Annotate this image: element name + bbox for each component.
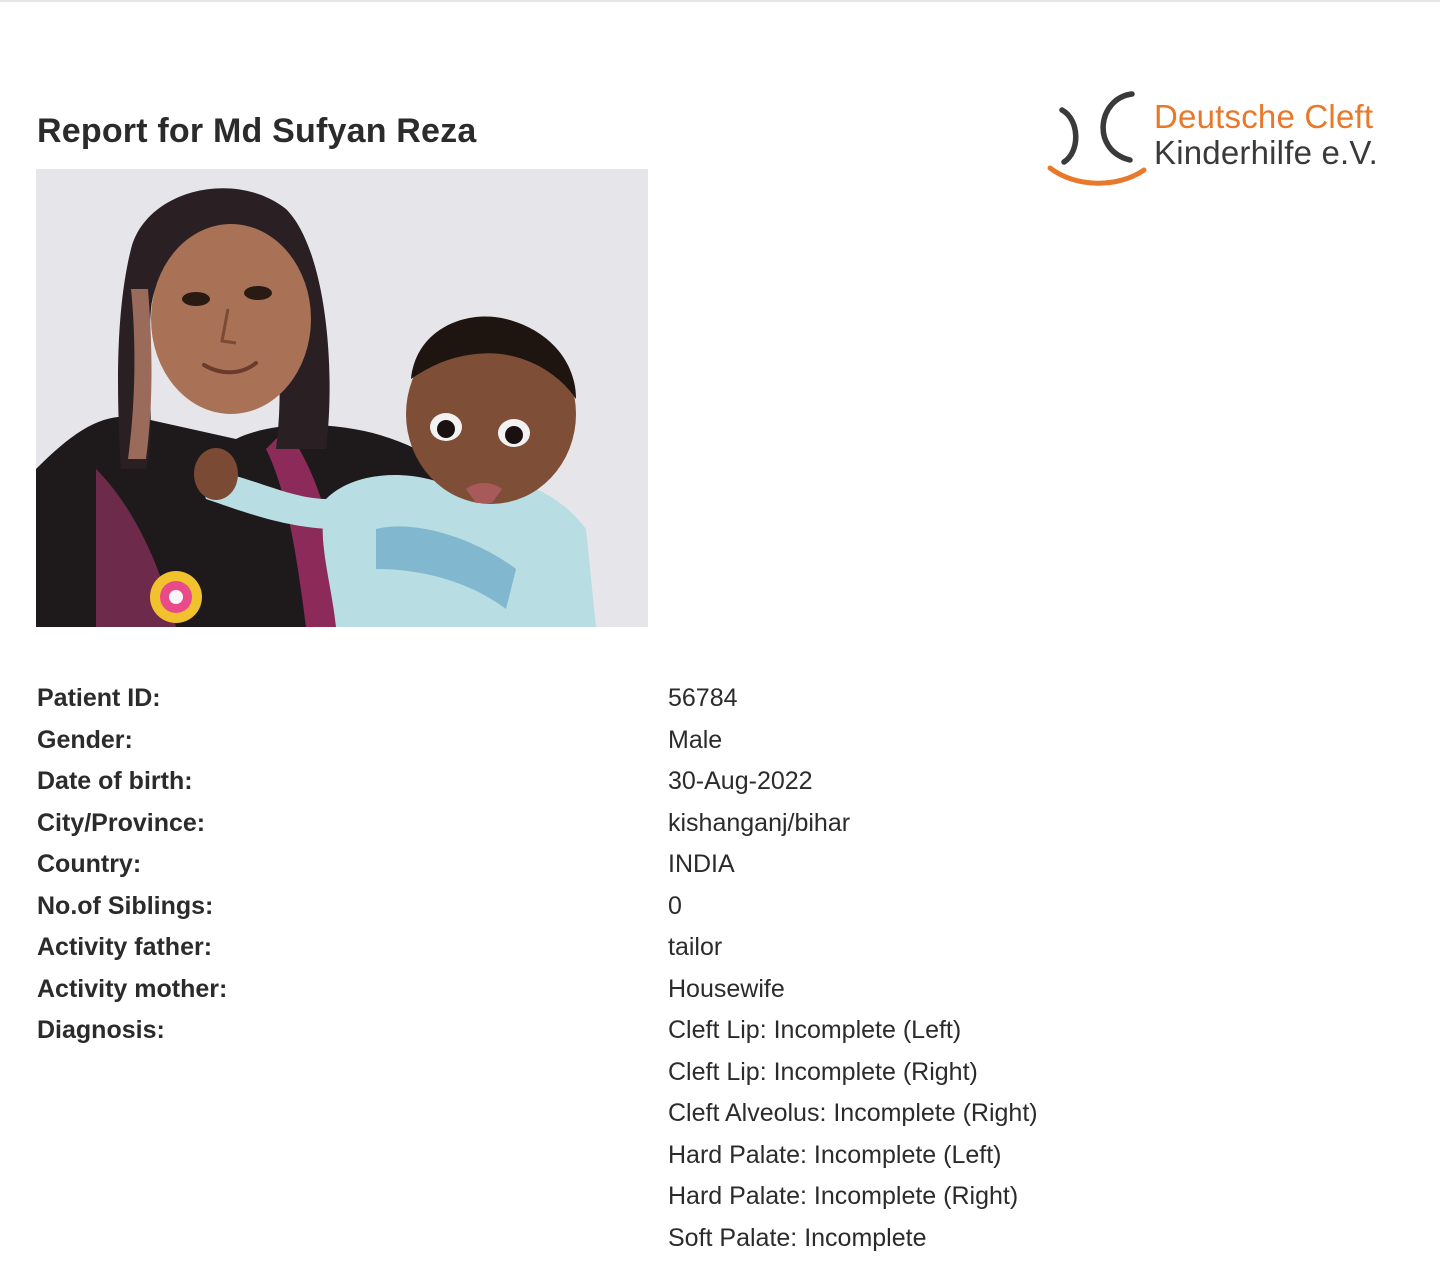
diagnosis-item: Cleft Lip: Incomplete (Left): [668, 1016, 962, 1044]
diagnosis-item: Cleft Lip: Incomplete (Right): [668, 1057, 978, 1086]
page-title: Report for Md Sufyan Reza: [37, 112, 477, 150]
field-value: 56784: [668, 684, 738, 712]
field-label: Activity father:: [37, 933, 213, 961]
field-label: Activity mother:: [37, 974, 228, 1003]
field-label: City/Province:: [37, 808, 206, 837]
field-row-activity-father: [37, 927, 1237, 969]
field-row-activity-mother: [37, 969, 1237, 1011]
field-row-diagnosis: [37, 1010, 1237, 1259]
field-row-gender: [37, 720, 1237, 762]
field-label: Country:: [37, 850, 142, 878]
logo-text-line2: Kinderhilfe e.V.: [1154, 134, 1378, 171]
field-value: 0: [668, 891, 682, 920]
field-label: Gender:: [37, 725, 133, 754]
field-row-date-of-birth: [37, 761, 1237, 803]
field-row-patient-id: [37, 678, 1237, 720]
field-row-city-province: [37, 803, 1237, 845]
field-value: INDIA: [668, 850, 735, 878]
field-value: tailor: [668, 933, 723, 961]
patient-photo: [36, 169, 648, 627]
diagnosis-label: Diagnosis:: [37, 1016, 165, 1044]
logo-text-line1: Deutsche Cleft: [1154, 98, 1374, 135]
diagnosis-list: [668, 1010, 1038, 1259]
field-label: Date of birth:: [37, 767, 193, 795]
field-value: kishanganj/bihar: [668, 808, 851, 837]
diagnosis-item: Cleft Alveolus: Incomplete (Right): [668, 1099, 1038, 1127]
organization-logo: [1046, 90, 1406, 190]
field-label: Patient ID:: [37, 684, 161, 712]
field-value: 30-Aug-2022: [668, 767, 813, 795]
cleft-logo-icon: [1046, 90, 1150, 186]
field-label: No.of Siblings:: [37, 891, 214, 920]
field-row-country: [37, 844, 1237, 886]
patient-details: [37, 678, 1237, 1259]
field-row-siblings: [37, 886, 1237, 928]
diagnosis-item: Hard Palate: Incomplete (Right): [668, 1182, 1019, 1210]
diagnosis-item: Hard Palate: Incomplete (Left): [668, 1140, 1002, 1169]
field-value: Housewife: [668, 974, 785, 1003]
top-divider: [0, 0, 1440, 2]
field-value: Male: [668, 725, 723, 754]
diagnosis-item: Soft Palate: Incomplete: [668, 1223, 927, 1252]
